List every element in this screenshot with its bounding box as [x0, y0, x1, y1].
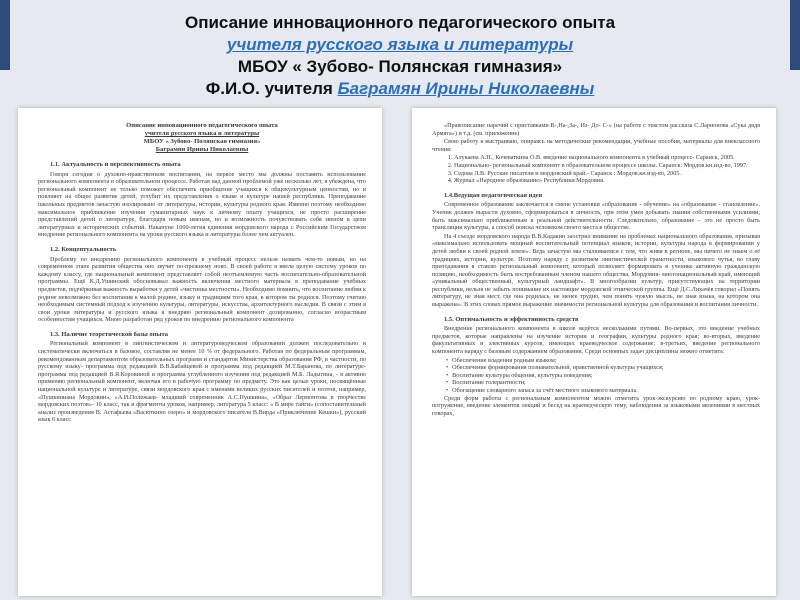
- header-line-2: учителя русского языка и литературы: [226, 35, 574, 54]
- paragraph: На 4 съезде мордовского народа В.В.Кадакин заострил внимание на проблемах национального образования, призывая «максимально использовать мощный воспитательный потенциал языков, истории, культуры народа в формировании у детей любви к своей родной земле». Ведь зачастую мы сталкиваемся с тем, что живя в регионе, мы ничего не знаем о её традициях, истории, культуре. Поэтому наряду с развитием лингвистической грамотности, языкового чутья, во главу преподавания я ставлю региональный компонент, который позволяет формировать в ученике активную гражданскую позицию, необходимость быть востребованным членом нашего общества. Мордовия- многонациональный край, имеющий «уникальный общественный, культурный ландшафт». В многообразии культур, присутствующих на территории республики, нельзя не забыть понимание их настоящие мордовской этнической группы. Ещё Д.С.Лихачёв говорил «Понять литературу, не зная мест, где она родилась, не менее трудно, чем понять чужую мысль, не зная языка, на котором она выражена». В этих словах прямое выражение значимости региональной культуры для образования и воспитания личности.: [432, 232, 760, 309]
- list-item: • Воспитание толерантности;: [454, 379, 760, 387]
- document-page-left: [18, 108, 382, 596]
- paragraph: Свою работу я выстраиваю, опираясь на методические рекомендации, учебные пособия, материалы для внеклассного чтения:: [432, 138, 760, 153]
- doc-title-line-3: МБОУ « Зубово- Полянская гимназия»: [143, 138, 261, 145]
- paragraph: Среди форм работы с региональным компонентом можно отметить урок-экскурсию по родному краю, урок- погружение, введение элементов лекций и бесед на краеведческую тему, наблюдения за языковыми явлениями в местных говорах,: [432, 394, 760, 417]
- paragraph: Современное образование заключается в смене установки «образование - обучение» на «образование - становление». Ученик должен вырасти духовно, сформироваться в личность, при этом умея добывать знания собственными усилиями, быть максимально приближенным к реальной действительности. Следовательно, образование – это не просто быть трансляции культуры, а способ поиска человеком своего места в обществе.: [432, 201, 760, 232]
- paragraph: Региональный компонент в лингвистическом и литературоведческом образовании должен последовательно и систематически включаться в базовое, составляя не менее 10 % от федерального. Работая по федеральным программам, рекомендованным департаментом образовательных программ и стандартов Министерства образования РФ, в частности, по русскому языку- программа под редакцией В.В.Бабайцевой и программа под редакцией М.Т.Баранова, по литературе- программа под редакцией В.Я.Коровиной и программа углубленного изучения под редакцией М.Б. Ладыгина, - я активно применяю региональный компонент, включая его в рабочую программу по предмету. Это как целые уроки, посвящённые национальной культуре и литературе, связи мордовского края с именами великих русских писателей и поэтов, например, «Пушкиниана Мордовии», «А.И.Полежаев- младший современник А.С.Пушкина», «Образ Лермонтова в творчестве мордовских поэтов»- 10 класс, так и фрагменты уроков, например, литература 5 класс: « В мире тайги» (сопоставительный анализ произведения В. Астафьева «Васюткино озеро» и мордовского писателя В.Вирда «Приключение Кешки»), русский язык 6 класс: [38, 340, 366, 424]
- section-heading: 1.1. Актуальность и перспективность опыта: [50, 161, 181, 168]
- list-item: • Обогащение словарного запаса за счёт местного языкового материала.: [454, 387, 760, 395]
- paragraph: Говоря сегодня о духовно-нравственном воспитании, на первое место мы должны поставить использование регионального компонента в образовательном процессе. Работая над данной проблемой уже несколько лет, я убеждена, что региональный компонент не только поможет обеспечить приобщение учащихся к общекультурным ценностям, но и повлияет на общее развитие детей, углубит их представления о языке и культуре нашей республики. Преподавание школьных предметов зачастую изолировано от литературы, истории, культуры родного края. Именно поэтому необходимо максимальное приближение изучения гуманитарных наук к личному опыту учащихся, не просто расширение представлений детей о литературе, благодаря новым именам, но и возможность почувствовать себя звеном в цепи литературных и исторических событий. Накануне 1000-летия единения мордовского народа с Российским Государством внедрение регионального компонента на уроки русского языка и литературы более чем актуален.: [38, 170, 366, 239]
- paragraph: «Правописание наречий с приставками В-,На-,За-, Из- До- С-» (на работе с текстом рассказа С.Ларионова «Сука дядя Армята») и т.д. (см. приложение): [432, 122, 760, 137]
- task-list: [432, 357, 760, 395]
- doc-title-line-2: учителя русского языка и литературы: [144, 130, 260, 137]
- header-line-4: [0, 78, 800, 100]
- section-heading: 1.2. Концептуальность: [50, 245, 117, 253]
- section-heading: 1.5. Оптимальность и эффективность средств: [444, 315, 579, 323]
- list-item: • Обеспечение формирования познавательной, нравственной культуры учащихся;: [454, 364, 760, 372]
- header-line-4-prefix: Ф.И.О. учителя: [205, 79, 338, 98]
- paragraph: Проблему по внедрению регионального компонента в учебный процесс нельзя назвать чем-то новым, но на современном этапе развития общества оно звучит по-прежнему ново. В своей работе я ввела целую систему уроков по каждому классу, где национальный компонент представляет собой неотъемлемую часть воспитательно-образовательной программы. Ещё К.Д.Ушинский обосновывал важность включения местного материала в преподавание учебных предметов, подчёркивая важность выработки у детей «чистинка местности». Необходимо помнить, что воспитание любви к родине невозможно без воспитания к малой родине, языку и традициям того края, в котором ты родился. Поэтому считаю необходимым системный подход к изучению культуры, литературы, искусства, архитектурного наследия. В связи с этим в свои уроки литературы и русского языка я внедряю региональный компонент дозированно, согласно возрастным особенностям учащихся. Мною разработан ряд уроков по внедрению регионального компонента: [38, 255, 366, 324]
- reference-list: [432, 154, 760, 184]
- doc-title-line-4: Баграмян Ирины Николаевны: [155, 146, 249, 153]
- list-item: • Воспитание культуры общения, культуры поведения;: [454, 372, 760, 380]
- header-line-1: Описание инновационного педагогического опыта: [184, 13, 616, 32]
- list-item: 3. Седова Л.В. Русские писатели и мордовский край.- Саранск : Мордов.кн.изд-во, 2005.: [454, 170, 760, 178]
- header-teacher-name: Баграмян Ирины Николаевны: [337, 79, 595, 98]
- doc-title: [38, 122, 366, 154]
- list-item: 1. Алукаева А.П., Кочеваткина О.В. введение национального компонента в учебный процесс- Саранск, 2005.: [454, 154, 760, 162]
- doc-title-line-1: Описание инновационного педагогического опыта: [126, 122, 278, 129]
- section-heading: 1.4.Ведущая педагогическая идея: [444, 191, 543, 199]
- section-heading: 1.3. Наличие теоретической базы опыта: [50, 330, 169, 338]
- slide-header: [0, 12, 800, 100]
- header-line-3: МБОУ « Зубово- Полянская гимназия»: [237, 57, 563, 76]
- list-item: • Обеспечение владения родным языком;: [454, 357, 760, 365]
- paragraph: Внедрение регионального компонента в школе ведётся несколькими путями. Во-первых, это введение учебных предметов, которые направлены на изучение истории и географии, культуры родного края; во-вторых, введение факультативных и элективных курсов, имеющих краеведческое содержание; в-третьих, введение регионального компонента наряду с базовым содержанием образования. Среди основных задач дисциплины можно отметить:: [432, 325, 760, 356]
- document-page-right: [412, 108, 776, 596]
- list-item: 4. Журнал «Народное образование» Республики Мордовия.: [454, 177, 760, 185]
- list-item: 2. Национально- региональный компонент в образовательном процессе школы. Саранск: Мордов.кн.изд-во, 1997.: [454, 162, 760, 170]
